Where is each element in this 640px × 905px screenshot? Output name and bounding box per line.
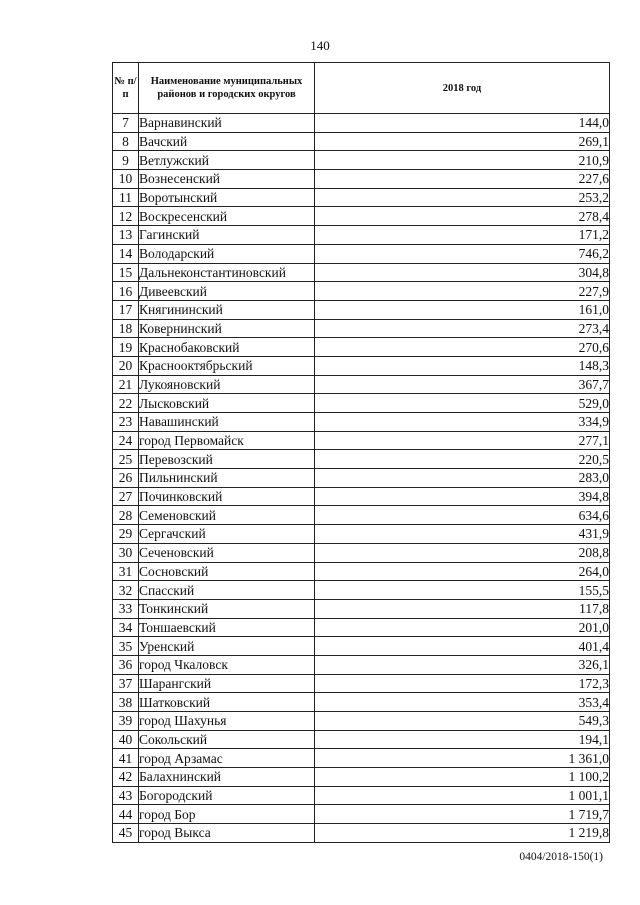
row-name: город Арзамас <box>139 749 315 768</box>
row-name: Навашинский <box>139 413 315 432</box>
row-name: Сеченовский <box>139 543 315 562</box>
row-name: город Шахунья <box>139 712 315 731</box>
row-number: 40 <box>113 730 139 749</box>
table-row <box>113 338 610 357</box>
table-row <box>113 824 610 843</box>
row-name: город Чкаловск <box>139 655 315 674</box>
row-value: 353,4 <box>315 693 610 712</box>
row-name: Тонкинский <box>139 599 315 618</box>
row-value: 161,0 <box>315 300 610 319</box>
row-name: Воротынский <box>139 188 315 207</box>
row-value: 367,7 <box>315 375 610 394</box>
row-name: Починковский <box>139 487 315 506</box>
row-name: Лукояновский <box>139 375 315 394</box>
row-number: 27 <box>113 487 139 506</box>
row-number: 18 <box>113 319 139 338</box>
row-name: Уренский <box>139 637 315 656</box>
row-number: 42 <box>113 768 139 787</box>
row-name: Лысковский <box>139 394 315 413</box>
row-name: Перевозский <box>139 450 315 469</box>
row-value: 155,5 <box>315 581 610 600</box>
row-value: 634,6 <box>315 506 610 525</box>
table-row <box>113 394 610 413</box>
row-value: 334,9 <box>315 413 610 432</box>
row-number: 24 <box>113 431 139 450</box>
row-number: 11 <box>113 188 139 207</box>
row-number: 32 <box>113 581 139 600</box>
row-number: 12 <box>113 207 139 226</box>
row-name: Воскресенский <box>139 207 315 226</box>
row-value: 144,0 <box>315 114 610 133</box>
row-number: 28 <box>113 506 139 525</box>
row-name: Варнавинский <box>139 114 315 133</box>
table-row <box>113 786 610 805</box>
row-value: 227,6 <box>315 170 610 189</box>
row-value: 1 100,2 <box>315 768 610 787</box>
row-number: 13 <box>113 226 139 245</box>
row-name: Сосновский <box>139 562 315 581</box>
row-value: 1 361,0 <box>315 749 610 768</box>
table-row <box>113 562 610 581</box>
table-row <box>113 674 610 693</box>
row-number: 29 <box>113 525 139 544</box>
row-name: Семеновский <box>139 506 315 525</box>
row-value: 171,2 <box>315 226 610 245</box>
table-row <box>113 469 610 488</box>
row-number: 19 <box>113 338 139 357</box>
table-row <box>113 749 610 768</box>
row-value: 270,6 <box>315 338 610 357</box>
table-row <box>113 188 610 207</box>
table-row <box>113 618 610 637</box>
row-number: 30 <box>113 543 139 562</box>
row-name: Сокольский <box>139 730 315 749</box>
row-number: 14 <box>113 244 139 263</box>
row-name: Сергачский <box>139 525 315 544</box>
row-value: 431,9 <box>315 525 610 544</box>
table-row <box>113 226 610 245</box>
row-number: 8 <box>113 132 139 151</box>
row-value: 227,9 <box>315 282 610 301</box>
row-name: Вознесенский <box>139 170 315 189</box>
table-row <box>113 413 610 432</box>
row-number: 16 <box>113 282 139 301</box>
table-row <box>113 805 610 824</box>
row-number: 41 <box>113 749 139 768</box>
row-name: Шарангский <box>139 674 315 693</box>
table-row <box>113 525 610 544</box>
row-number: 35 <box>113 637 139 656</box>
row-name: город Бор <box>139 805 315 824</box>
row-name: Тоншаевский <box>139 618 315 637</box>
table-row <box>113 356 610 375</box>
row-value: 283,0 <box>315 469 610 488</box>
row-number: 37 <box>113 674 139 693</box>
row-number: 15 <box>113 263 139 282</box>
row-number: 38 <box>113 693 139 712</box>
header-year: 2018 год <box>315 63 610 114</box>
row-name: Спасский <box>139 581 315 600</box>
table-row <box>113 300 610 319</box>
row-number: 33 <box>113 599 139 618</box>
table-row <box>113 207 610 226</box>
row-name: Краснооктябрьский <box>139 356 315 375</box>
table-row <box>113 244 610 263</box>
row-name: город Выкса <box>139 824 315 843</box>
row-number: 21 <box>113 375 139 394</box>
table-row <box>113 170 610 189</box>
table-row <box>113 599 610 618</box>
row-name: Володарский <box>139 244 315 263</box>
row-number: 17 <box>113 300 139 319</box>
table-row <box>113 712 610 731</box>
row-number: 44 <box>113 805 139 824</box>
row-name: Вачский <box>139 132 315 151</box>
row-value: 269,1 <box>315 132 610 151</box>
table-row <box>113 506 610 525</box>
row-value: 194,1 <box>315 730 610 749</box>
row-name: Краснобаковский <box>139 338 315 357</box>
table-row <box>113 487 610 506</box>
table-row <box>113 132 610 151</box>
row-name: Пильнинский <box>139 469 315 488</box>
table-row <box>113 768 610 787</box>
row-value: 1 219,8 <box>315 824 610 843</box>
page-number: 140 <box>310 38 330 53</box>
row-number: 20 <box>113 356 139 375</box>
table-row <box>113 637 610 656</box>
row-number: 43 <box>113 786 139 805</box>
data-table <box>112 62 610 843</box>
table-row <box>113 431 610 450</box>
row-value: 1 719,7 <box>315 805 610 824</box>
row-number: 39 <box>113 712 139 731</box>
row-number: 26 <box>113 469 139 488</box>
row-number: 23 <box>113 413 139 432</box>
table-row <box>113 655 610 674</box>
table-row <box>113 263 610 282</box>
table-row <box>113 114 610 133</box>
row-value: 304,8 <box>315 263 610 282</box>
row-number: 25 <box>113 450 139 469</box>
row-value: 264,0 <box>315 562 610 581</box>
row-value: 394,8 <box>315 487 610 506</box>
row-value: 401,4 <box>315 637 610 656</box>
row-value: 172,3 <box>315 674 610 693</box>
row-name: Дальнеконстантиновский <box>139 263 315 282</box>
table-row <box>113 282 610 301</box>
row-value: 148,3 <box>315 356 610 375</box>
row-value: 117,8 <box>315 599 610 618</box>
row-name: Богородский <box>139 786 315 805</box>
header-num: № п/п <box>113 63 139 114</box>
row-name: город Первомайск <box>139 431 315 450</box>
row-value: 277,1 <box>315 431 610 450</box>
row-value: 278,4 <box>315 207 610 226</box>
table-row <box>113 730 610 749</box>
table-row <box>113 375 610 394</box>
row-value: 273,4 <box>315 319 610 338</box>
row-number: 34 <box>113 618 139 637</box>
row-name: Княгининский <box>139 300 315 319</box>
table-row <box>113 319 610 338</box>
table-row <box>113 581 610 600</box>
row-name: Ветлужский <box>139 151 315 170</box>
table-body <box>113 114 610 843</box>
row-number: 45 <box>113 824 139 843</box>
row-value: 201,0 <box>315 618 610 637</box>
row-value: 746,2 <box>315 244 610 263</box>
row-number: 22 <box>113 394 139 413</box>
row-number: 7 <box>113 114 139 133</box>
table-row <box>113 450 610 469</box>
table-header-row <box>113 63 610 114</box>
table-row <box>113 151 610 170</box>
row-number: 31 <box>113 562 139 581</box>
row-number: 9 <box>113 151 139 170</box>
row-name: Шатковский <box>139 693 315 712</box>
row-name: Гагинский <box>139 226 315 245</box>
table-row <box>113 693 610 712</box>
row-value: 529,0 <box>315 394 610 413</box>
row-value: 208,8 <box>315 543 610 562</box>
row-name: Балахнинский <box>139 768 315 787</box>
row-value: 326,1 <box>315 655 610 674</box>
row-value: 549,3 <box>315 712 610 731</box>
table-row <box>113 543 610 562</box>
row-value: 1 001,1 <box>315 786 610 805</box>
row-value: 253,2 <box>315 188 610 207</box>
row-value: 220,5 <box>315 450 610 469</box>
row-name: Дивеевский <box>139 282 315 301</box>
header-name: Наименование муниципальных районов и городских округов <box>139 63 315 114</box>
row-value: 210,9 <box>315 151 610 170</box>
row-number: 10 <box>113 170 139 189</box>
row-number: 36 <box>113 655 139 674</box>
row-name: Ковернинский <box>139 319 315 338</box>
document-code: 0404/2018-150(1) <box>519 851 603 863</box>
